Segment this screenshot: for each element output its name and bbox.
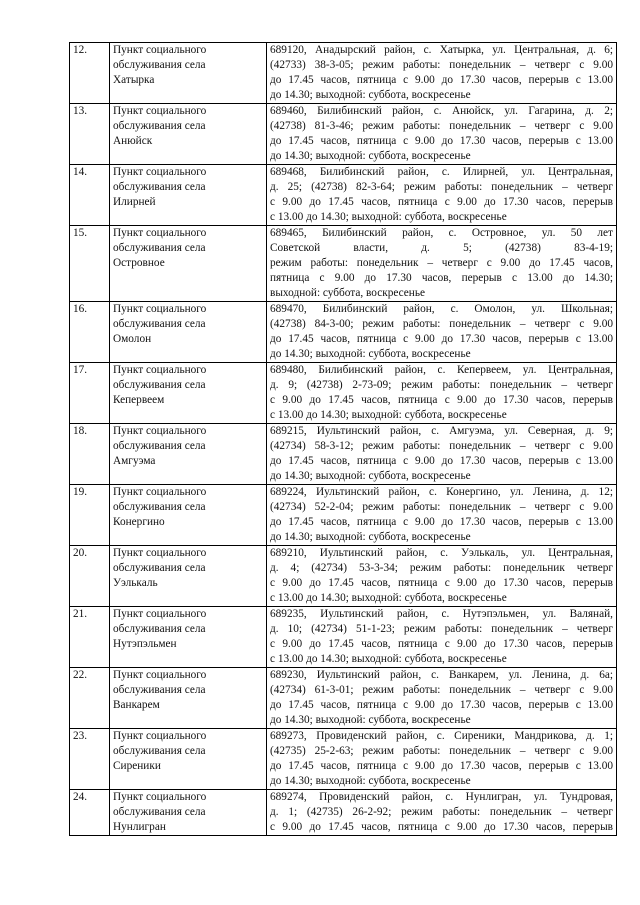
name-line: Омолон (113, 333, 152, 345)
info-line: до 14.30; выходной: суббота, воскресенье (270, 531, 471, 543)
info-line: 689210, Иультинский район, с. Уэлькаль, ул. Центральная, (270, 547, 613, 559)
table-row (70, 729, 617, 790)
info-line: (42733) 38-3-05; режим работы: понедельник – четверг с 9.00 (270, 59, 613, 71)
name-line: Пункт социального (113, 730, 207, 742)
info-line: (42734) 58-3-12; режим работы: понедельник – четверг с 9.00 (270, 440, 613, 452)
info-line: до 14.30; выходной: суббота, воскресенье (270, 89, 471, 101)
info-line: до 14.30; выходной: суббота, воскресенье (270, 348, 471, 360)
info-line: 689274, Провиденский район, с. Нунлигран, ул. Тундровая, (270, 791, 613, 803)
info-line: до 17.45 часов, пятница с 9.00 до 17.30 часов, перерыв с 13.00 (270, 74, 613, 86)
name-line: обслуживания села (113, 623, 206, 635)
table-row (70, 302, 617, 363)
name-line: обслуживания села (113, 684, 206, 696)
row-number: 15. (70, 226, 110, 302)
service-point-name (110, 790, 267, 836)
name-line: обслуживания села (113, 120, 206, 132)
info-line: 689230, Иультинский район, с. Ванкарем, ул. Ленина, д. 6а; (270, 669, 613, 681)
info-line: 689480, Билибинский район, с. Кепервеем, ул. Центральная, (270, 364, 613, 376)
info-line: 689460, Билибинский район, с. Анюйск, ул. Гагарина, д. 2; (270, 105, 613, 117)
info-line: (42735) 25-2-63; режим работы: понедельник – четверг с 9.00 (270, 745, 613, 757)
table-row (70, 165, 617, 226)
address-and-schedule (267, 607, 617, 668)
table-row (70, 424, 617, 485)
name-line: обслуживания села (113, 59, 206, 71)
info-line: 689465, Билибинский район, с. Островное, ул. 50 лет (270, 227, 613, 239)
address-and-schedule (267, 104, 617, 165)
address-and-schedule (267, 363, 617, 424)
info-line: 689224, Иультинский район, с. Конергино, ул. Ленина, д. 12; (270, 486, 613, 498)
name-line: обслуживания села (113, 379, 206, 391)
table-body (70, 43, 617, 836)
address-and-schedule (267, 485, 617, 546)
address-and-schedule (267, 424, 617, 485)
name-line: Пункт социального (113, 303, 207, 315)
service-point-name (110, 302, 267, 363)
info-line: д. 25; (42738) 82-3-64; режим работы: понедельник – четверг (270, 181, 613, 193)
address-and-schedule (267, 729, 617, 790)
service-points-table (69, 42, 617, 836)
info-line: до 17.45 часов, пятница с 9.00 до 17.30 часов, перерыв с 13.00 (270, 135, 613, 147)
row-number: 24. (70, 790, 110, 836)
name-line: Пункт социального (113, 669, 207, 681)
info-line: д. 9; (42738) 2-73-09; режим работы: понедельник – четверг (270, 379, 613, 391)
name-line: Уэлькаль (113, 577, 158, 589)
info-line: д. 10; (42734) 51-1-23; режим работы: понедельник – четверг (270, 623, 613, 635)
row-number: 16. (70, 302, 110, 363)
name-line: Пункт социального (113, 486, 207, 498)
name-line: Пункт социального (113, 425, 207, 437)
name-line: Илирней (113, 196, 156, 208)
name-line: Пункт социального (113, 105, 207, 117)
info-line: до 14.30; выходной: суббота, воскресенье (270, 714, 471, 726)
info-line: с 9.00 до 17.45 часов, пятница с 9.00 до 17.30 часов, перерыв (270, 638, 613, 650)
info-line: 689273, Провиденский район, с. Сиреники, Мандрикова, д. 1; (270, 730, 613, 742)
name-line: Конергино (113, 516, 165, 528)
service-point-name (110, 226, 267, 302)
info-line: Советской власти, д. 5; (42738) 83-4-19; (270, 242, 613, 254)
name-line: Пункт социального (113, 166, 207, 178)
address-and-schedule (267, 668, 617, 729)
info-line: с 13.00 до 14.30; выходной: суббота, воскресенье (270, 409, 507, 421)
name-line: обслуживания села (113, 181, 206, 193)
info-line: до 17.45 часов, пятница с 9.00 до 17.30 часов, перерыв с 13.00 (270, 333, 613, 345)
service-point-name (110, 546, 267, 607)
name-line: Нутэпэльмен (113, 638, 177, 650)
info-line: 689470, Билибинский район, с. Омолон, ул. Школьная; (270, 303, 613, 315)
service-point-name (110, 363, 267, 424)
info-line: (42734) 52-2-04; режим работы: понедельник – четверг с 9.00 (270, 501, 613, 513)
info-line: с 9.00 до 17.45 часов, пятница с 9.00 до 17.30 часов, перерыв (270, 394, 613, 406)
service-point-name (110, 485, 267, 546)
name-line: обслуживания села (113, 562, 206, 574)
info-line: с 13.00 до 14.30; выходной: суббота, воскресенье (270, 592, 507, 604)
document-page (69, 42, 617, 836)
address-and-schedule (267, 165, 617, 226)
service-point-name (110, 668, 267, 729)
info-line: 689215, Иультинский район, с. Амгуэма, ул. Северная, д. 9; (270, 425, 613, 437)
name-line: обслуживания села (113, 501, 206, 513)
info-line: до 17.45 часов, пятница с 9.00 до 17.30 часов, перерыв с 13.00 (270, 516, 613, 528)
info-line: до 14.30; выходной: суббота, воскресенье (270, 150, 471, 162)
row-number: 19. (70, 485, 110, 546)
info-line: с 13.00 до 14.30; выходной: суббота, воскресенье (270, 211, 507, 223)
info-line: (42738) 84-3-00; режим работы: понедельник – четверг с 9.00 (270, 318, 613, 330)
info-line: (42738) 81-3-46; режим работы: понедельник – четверг с 9.00 (270, 120, 613, 132)
info-line: 689468, Билибинский район, с. Илирней, ул. Центральная, (270, 166, 613, 178)
table-row (70, 226, 617, 302)
table-row (70, 668, 617, 729)
table-row (70, 363, 617, 424)
row-number: 21. (70, 607, 110, 668)
row-number: 20. (70, 546, 110, 607)
name-line: Амгуэма (113, 455, 156, 467)
address-and-schedule (267, 790, 617, 836)
info-line: д. 1; (42735) 26-2-92; режим работы: понедельник – четверг (270, 806, 613, 818)
info-line: с 9.00 до 17.45 часов, пятница с 9.00 до 17.30 часов, перерыв (270, 196, 613, 208)
info-line: с 9.00 до 17.45 часов, пятница с 9.00 до 17.30 часов, перерыв (270, 821, 613, 833)
info-line: до 14.30; выходной: суббота, воскресенье (270, 775, 471, 787)
info-line: режим работы: понедельник – четверг с 9.00 до 17.45 часов, (270, 257, 613, 269)
table-row (70, 104, 617, 165)
name-line: Пункт социального (113, 547, 207, 559)
name-line: обслуживания села (113, 806, 206, 818)
table-row (70, 607, 617, 668)
row-number: 14. (70, 165, 110, 226)
table-row (70, 790, 617, 836)
service-point-name (110, 424, 267, 485)
name-line: Пункт социального (113, 791, 207, 803)
row-number: 17. (70, 363, 110, 424)
row-number: 13. (70, 104, 110, 165)
address-and-schedule (267, 43, 617, 104)
service-point-name (110, 607, 267, 668)
table-row (70, 546, 617, 607)
info-line: 689120, Анадырский район, с. Хатырка, ул. Центральная, д. 6; (270, 44, 613, 56)
name-line: обслуживания села (113, 318, 206, 330)
name-line: Пункт социального (113, 44, 207, 56)
info-line: до 14.30; выходной: суббота, воскресенье (270, 470, 471, 482)
name-line: Пункт социального (113, 227, 207, 239)
info-line: до 17.45 часов, пятница с 9.00 до 17.30 часов, перерыв с 13.00 (270, 760, 613, 772)
name-line: обслуживания села (113, 745, 206, 757)
name-line: обслуживания села (113, 242, 206, 254)
row-number: 23. (70, 729, 110, 790)
address-and-schedule (267, 302, 617, 363)
row-number: 18. (70, 424, 110, 485)
service-point-name (110, 104, 267, 165)
name-line: Пункт социального (113, 364, 207, 376)
address-and-schedule (267, 226, 617, 302)
info-line: д. 4; (42734) 53-3-34; режим работы: понедельник четверг (270, 562, 613, 574)
name-line: Ванкарем (113, 699, 160, 711)
info-line: (42734) 61-3-01; режим работы: понедельник – четверг с 9.00 (270, 684, 613, 696)
table-row (70, 43, 617, 104)
name-line: Сиреники (113, 760, 161, 772)
name-line: Островное (113, 257, 165, 269)
name-line: обслуживания села (113, 440, 206, 452)
row-number: 12. (70, 43, 110, 104)
name-line: Анюйск (113, 135, 153, 147)
name-line: Пункт социального (113, 608, 207, 620)
row-number: 22. (70, 668, 110, 729)
name-line: Нунлигран (113, 821, 166, 833)
info-line: с 9.00 до 17.45 часов, пятница с 9.00 до 17.30 часов, перерыв (270, 577, 613, 589)
service-point-name (110, 43, 267, 104)
table-row (70, 485, 617, 546)
address-and-schedule (267, 546, 617, 607)
name-line: Хатырка (113, 74, 155, 86)
info-line: пятница с 9.00 до 17.30 часов, перерыв с 13.00 до 14.30; (270, 272, 613, 284)
info-line: с 13.00 до 14.30; выходной: суббота, воскресенье (270, 653, 507, 665)
info-line: до 17.45 часов, пятница с 9.00 до 17.30 часов, перерыв с 13.00 (270, 699, 613, 711)
name-line: Кепервеем (113, 394, 165, 406)
info-line: выходной: суббота, воскресенье (270, 287, 426, 299)
service-point-name (110, 165, 267, 226)
info-line: 689235, Иультинский район, с. Нутэпэльмен, ул. Валянай, (270, 608, 613, 620)
service-point-name (110, 729, 267, 790)
info-line: до 17.45 часов, пятница с 9.00 до 17.30 часов, перерыв с 13.00 (270, 455, 613, 467)
